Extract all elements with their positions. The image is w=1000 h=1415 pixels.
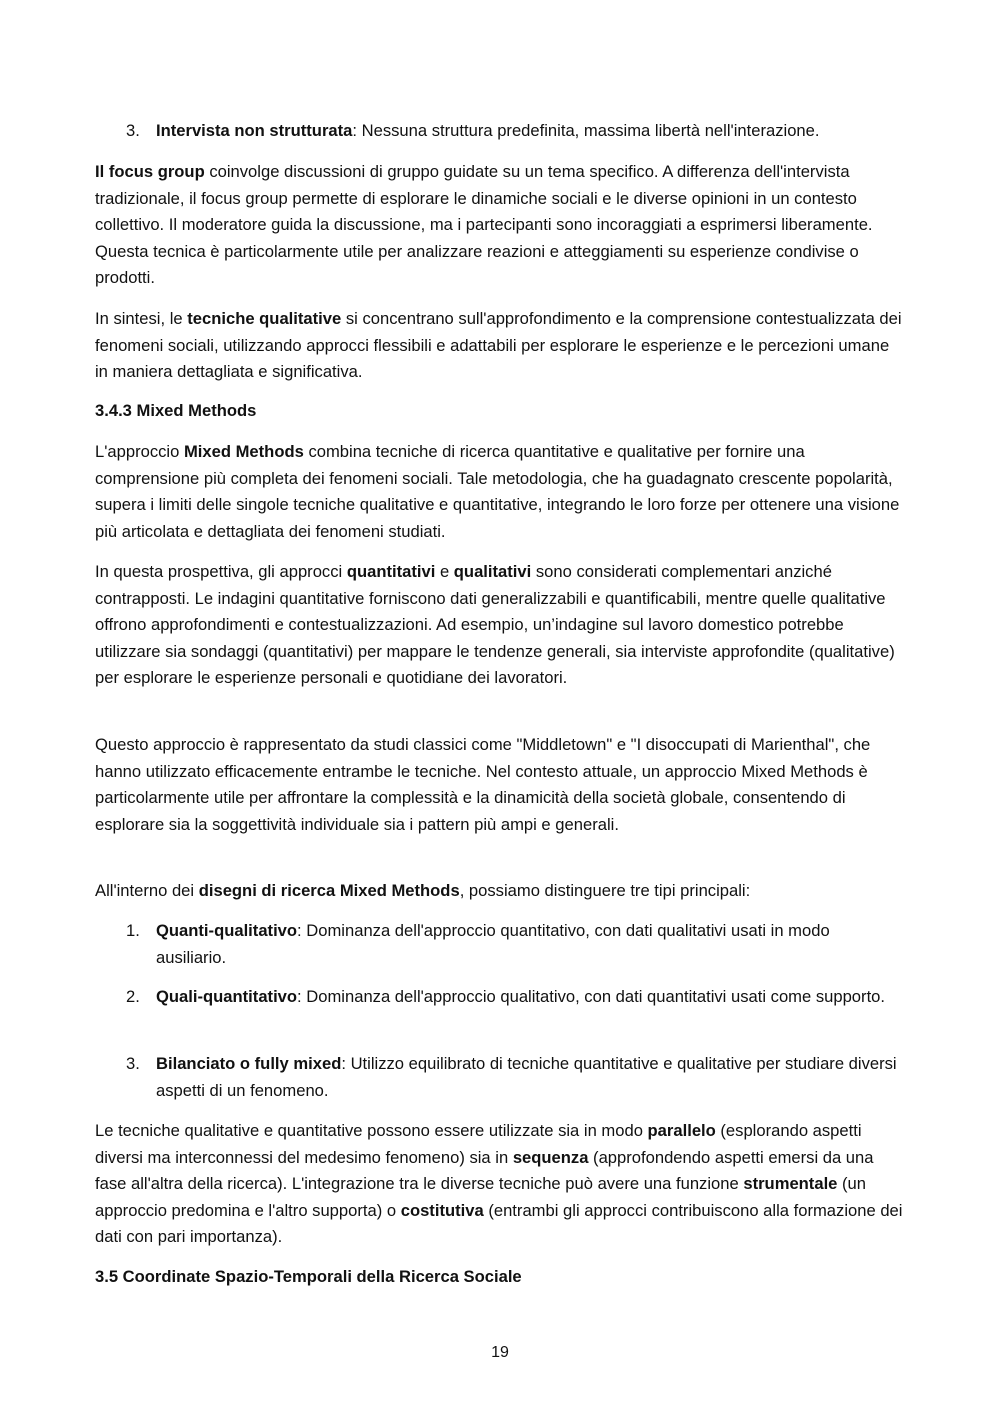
- list-item-body: [156, 1051, 903, 1104]
- paragraph-text: Le tecniche qualitative e quantitative possono essere utilizzate sia in modo: [95, 1121, 648, 1140]
- bold-term: qualitativi: [453, 562, 532, 581]
- bold-term: strumentale: [743, 1174, 838, 1194]
- paragraph-text: All'interno dei: [95, 881, 199, 900]
- list-text: : Dominanza dell'approccio qualitativo, con dati quantitativi usati come supporto.: [297, 987, 886, 1006]
- paragraph-text: coinvolge discussioni di gruppo guidate su un tema specifico. A differenza dell'intervista tradizionale, il focus group permette di esplorare le dinamiche sociali e le diverse opinioni in un contesto collettivo. Il moderatore guida la discussione, ma i partecipanti sono incoraggiati a esprimersi liberamente. Questa tecnica è particolarmente utile per analizzare reazioni e atteggiamenti su esperienze condivise o prodotti.: [95, 162, 873, 288]
- bold-term: Il focus group: [95, 162, 205, 181]
- section-heading: 3.5 Coordinate Spazio-Temporali della Ricerca Sociale: [95, 1267, 522, 1286]
- paragraph-text: L'approccio: [95, 442, 184, 461]
- paragraph-text: In sintesi, le: [95, 309, 188, 328]
- bold-term: quantitativi: [346, 562, 436, 581]
- list-number: 3.: [126, 121, 140, 140]
- paragraph-disegni: [95, 878, 903, 905]
- list-item-body: [156, 918, 903, 971]
- paragraph-text: combina tecniche di ricerca quantitative e qualitative per fornire una comprensione più completa dei fenomeni sociali. Tale metodologia, che ha guadagnato crescente popolarità, supera i limiti delle singole tecniche qualitative e quantitative, integrando le loro forze per ottenere una visione più articolata e dettagliata dei fenomeni studiati.: [95, 442, 900, 541]
- paragraph-text: e: [435, 562, 454, 581]
- section-heading: 3.4.3 Mixed Methods: [95, 401, 257, 420]
- paragraph-text: (approfondendo aspetti emersi da una fase all'altra della ricerca). L'integrazione tra le diverse tecniche può avere una funzione: [95, 1147, 874, 1194]
- bold-term: disegni di ricerca Mixed Methods: [198, 881, 460, 900]
- paragraph-parallelo-sequenza: [95, 1118, 903, 1251]
- paragraph-text: sono considerati complementari anziché contrapposti. Le indagini quantitative forniscono dati generalizzabili e quantificabili, mentre quelle qualitative offrono approfondimenti e contestualizzazioni. Ad esempio, un’indagine sul lavoro domestico potrebbe utilizzare sia sondaggi (quantitativi) per mappare le tendenze generali, sia interviste approfondite (qualitative) per esplorare le esperienze personali e quotidiane dei lavoratori.: [95, 562, 895, 688]
- paragraph-text: , possiamo distinguere tre tipi principali:: [459, 881, 751, 900]
- paragraph-mixed-methods: [95, 439, 903, 545]
- list-term: Quali-quantitativo: [156, 987, 298, 1006]
- paragraph-text: (un approccio predomina e l'altro supporta) o: [95, 1174, 866, 1220]
- paragraph-focus-group: [95, 159, 903, 292]
- paragraph-text: In questa prospettiva, gli approcci: [95, 562, 347, 581]
- bold-term: tecniche qualitative: [187, 309, 342, 328]
- list-text: : Utilizzo equilibrato di tecniche quantitative e qualitative per studiare diversi aspetti di un fenomeno.: [156, 1054, 897, 1100]
- list-term: Bilanciato o fully mixed: [156, 1054, 342, 1073]
- list-term: Quanti-qualitativo: [156, 921, 298, 940]
- bold-term: sequenza: [512, 1147, 589, 1167]
- paragraph-text: si concentrano sull'approfondimento e la comprensione contestualizzata dei fenomeni sociali, utilizzando approcci flessibili e adattabili per esplorare le esperienze e le percezioni umane in maniera dettagliata e significativa.: [95, 309, 902, 382]
- list-number: 3.: [126, 1054, 140, 1073]
- paragraph-studi-classici: Questo approccio è rappresentato da studi classici come "Middletown" e "I disoccupati di Marienthal", che hanno utilizzato efficacemente entrambe le tecniche. Nel contesto attuale, un approccio Mixed Methods è particolarmente utile per affrontare la complessità e la dinamicità della società globale, consentendo di esplorare sia la soggettività individuale sia i pattern più ampi e generali.: [95, 735, 871, 834]
- list-item: [126, 118, 903, 145]
- bold-term: Mixed Methods: [183, 442, 304, 461]
- list-item: [126, 918, 903, 971]
- list-number: 2.: [126, 987, 140, 1006]
- bold-term: parallelo: [647, 1121, 716, 1140]
- paragraph-sintesi: [95, 306, 903, 386]
- paragraph-text: (esplorando aspetti diversi ma interconnessi del medesimo fenomeno) sia in: [95, 1121, 862, 1167]
- bold-term: costitutiva: [400, 1200, 484, 1220]
- list-number: 1.: [126, 921, 140, 940]
- paragraph-prospettiva: [95, 559, 903, 692]
- list-text: : Nessuna struttura predefinita, massima libertà nell'interazione.: [352, 121, 820, 140]
- list-item-body: [156, 984, 903, 1011]
- list-item-body: [156, 118, 903, 145]
- paragraph-text: (entrambi gli approcci contribuiscono alla formazione dei dati con pari importanza).: [95, 1200, 903, 1247]
- list-item: [126, 1051, 903, 1104]
- list-item: [126, 984, 903, 1011]
- list-term: Intervista non strutturata: [156, 121, 353, 140]
- list-text: : Dominanza dell'approccio quantitativo, con dati qualitativi usati in modo ausiliario.: [156, 921, 830, 967]
- page-number: 19: [491, 1344, 509, 1361]
